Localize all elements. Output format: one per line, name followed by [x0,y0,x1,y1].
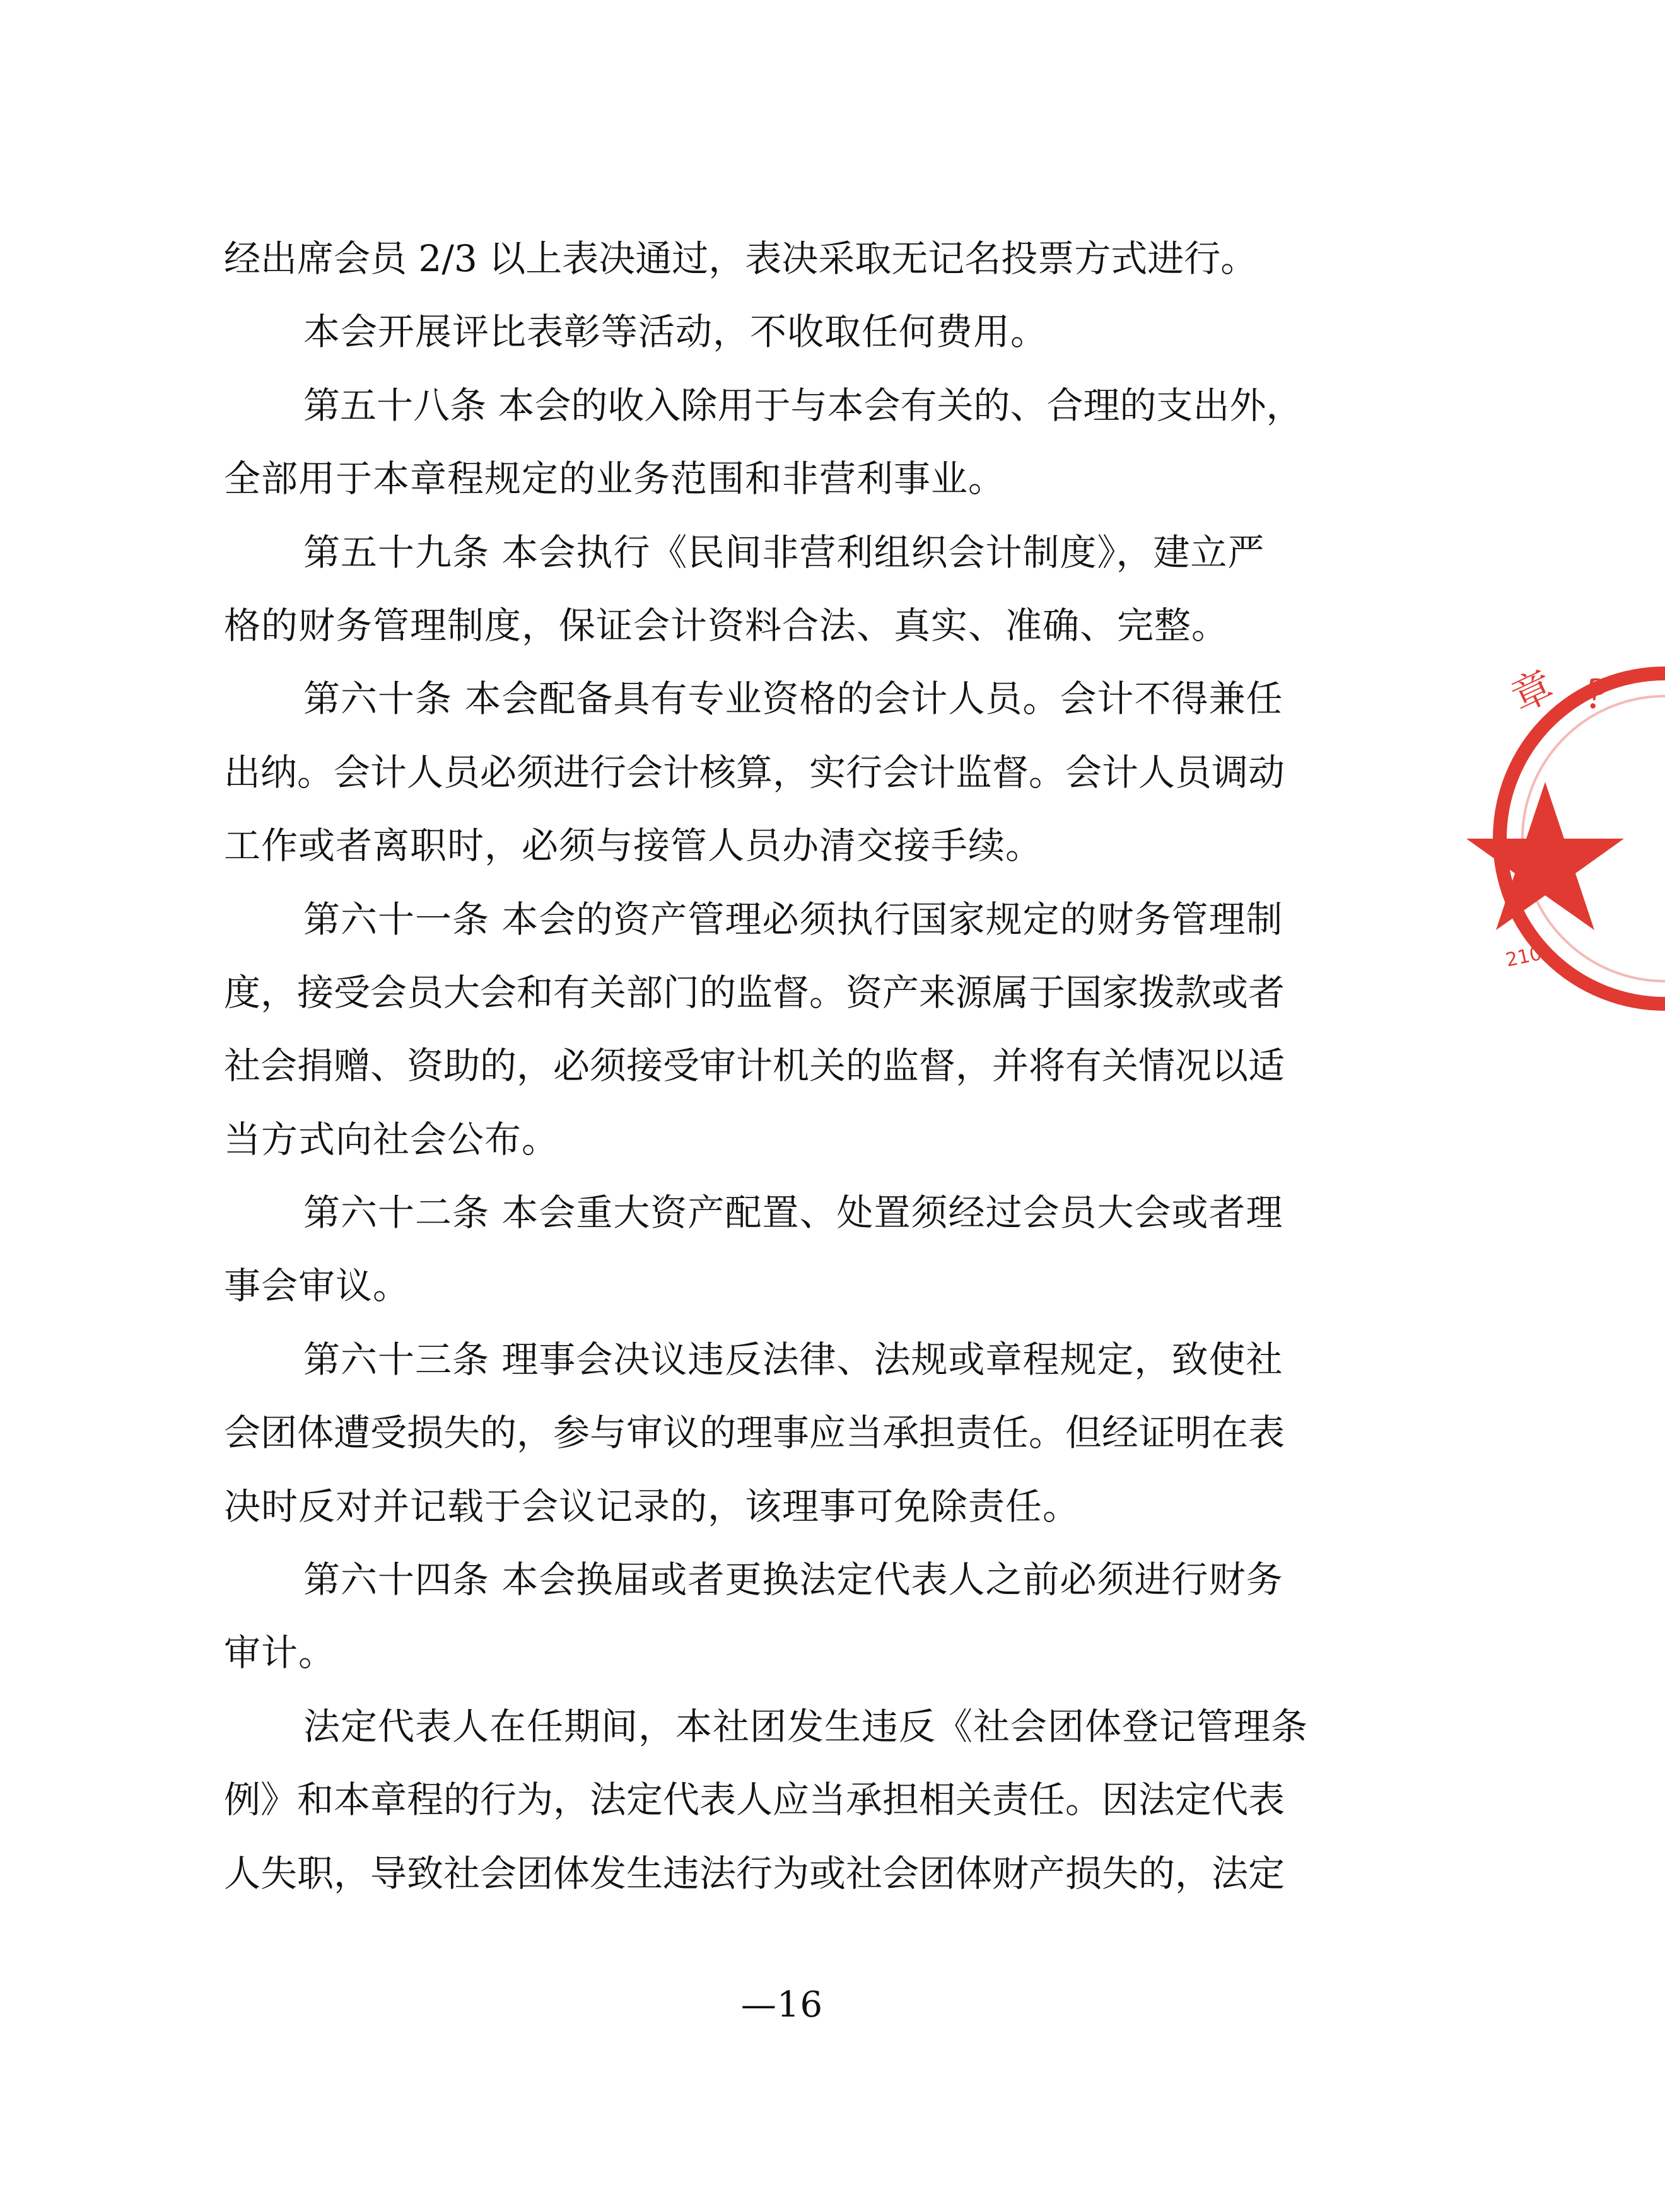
text-line: 法定代表人在任期间，本社团发生违反《社会团体登记管理条 [303,1704,1309,1748]
text-line: 审计。 [224,1631,336,1675]
document-body [224,222,1353,1910]
star-icon [1466,782,1624,930]
text-line: 决时反对并记载于会议记录的，该理事可免除责任。 [224,1484,1080,1528]
text-line: 度，接受会员大会和有关部门的监督。资产来源属于国家拨款或者 [224,970,1285,1014]
text-line: 第五十九条 本会执行《民间非营利组织会计制度》，建立严 [303,530,1265,574]
text-line: 人失职，导致社会团体发生违法行为或社会团体财产损失的，法定 [224,1851,1285,1895]
seal-text-top: 章 [1504,662,1561,722]
page-number: —16 [740,1984,824,2025]
text-line: 格的财务管理制度，保证会计资料合法、真实、准确、完整。 [224,603,1229,647]
official-seal [1476,649,1665,1028]
svg-text:?: ? [1581,670,1611,720]
text-line: 第六十四条 本会换届或者更换法定代表人之前必须进行财务 [303,1558,1283,1602]
text-line: 第六十条 本会配备具有专业资格的会计人员。会计不得兼任 [303,677,1283,721]
text-line: 本会开展评比表彰等活动，不收取任何费用。 [303,310,1048,354]
text-line: 经出席会员 2/3 以上表决通过，表决采取无记名投票方式进行。 [224,237,1258,280]
text-line: 第六十一条 本会的资产管理必须执行国家规定的财务管理制 [303,897,1283,941]
text-line: 例》和本章程的行为，法定代表人应当承担相关责任。因法定代表 [224,1778,1285,1822]
text-line: 当方式向社会公布。 [224,1117,559,1161]
text-line: 工作或者离职时，必须与接管人员办清交接手续。 [224,824,1043,868]
text-line: 会团体遭受损失的，参与审议的理事应当承担责任。但经证明在表 [224,1411,1285,1455]
text-line: 第五十八条 本会的收入除用于与本会有关的、合理的支出外， [303,383,1303,427]
seal-text-bottom: 210 [1504,942,1544,972]
text-line: 全部用于本章程规定的业务范围和非营利事业。 [224,457,1006,501]
text-line: 第六十三条 理事会决议违反法律、法规或章程规定，致使社 [303,1337,1283,1381]
text-line: 出纳。会计人员必须进行会计核算，实行会计监督。会计人员调动 [224,750,1285,794]
text-line: 社会捐赠、资助的，必须接受审计机关的监督，并将有关情况以适 [224,1044,1285,1088]
text-line: 第六十二条 本会重大资产配置、处置须经过会员大会或者理 [303,1191,1283,1235]
text-line: 事会审议。 [224,1264,411,1308]
